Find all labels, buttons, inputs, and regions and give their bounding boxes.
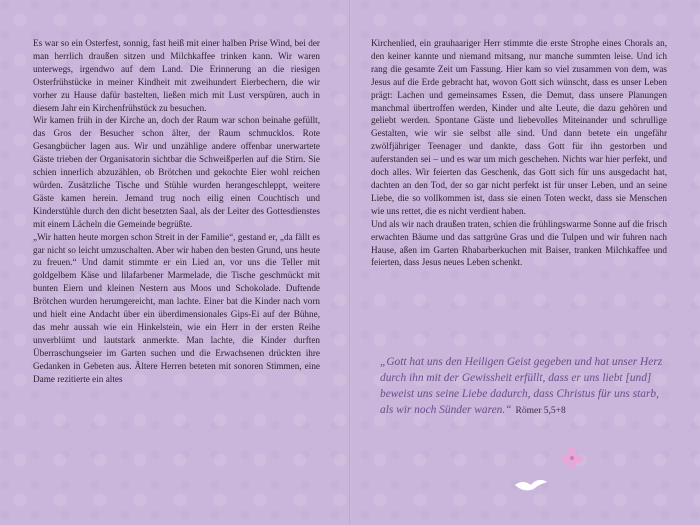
bible-quote (380, 354, 670, 419)
dove-icon (513, 476, 549, 494)
paragraph: „Wir hatten heute morgen schon Streit in der Familie“, gestand er, „da fällt es gar nicht so leicht umzuschalten. Aber wir haben den besten Grund, uns heute zu freuen.“ Und damit stimmte er ein Lied an, vor uns die Teller mit goldgelbem Käse und lilafarbener Marmelade, die Tische geschmückt mit bunten Eiern und kleinen Nestern aus Moos und Schokolade. Duftende Brötchen wurden herumgereicht, man lachte. Einer bat die Kinder nach vorn und hielt eine Andacht über ein überdimensionales Gips-Ei auf der Bühne, das mehr aussah wie ein Hinkelstein, wie ein Herr in der ersten Reihe unverblümt und lautstark anmerkte. Man lachte, die Kinder durften Überraschungseier im Garten suchen und die Erwachsenen drückten ihre Gedanken in Gebeten aus. Ältere Herren beteten mit sonoren Stimmen, eine Dame rezitierte ein altes (33, 231, 320, 384)
paragraph: Und als wir nach draußen traten, schien die frühlingswarme Sonne auf die frisch erwachten Bäume und das sattgrüne Gras und die Tulpen und wir fuhren nach Hause, aßen im Garten Rhabarberkuchen mit Baiser, tranken Milchkaffee und feierten, dass Jesus neues Leben schenkt. (371, 218, 667, 268)
paragraph: Wir kamen früh in der Kirche an, doch der Raum war schon beinahe gefüllt, das Gros der Besucher schon älter, der Raum schmucklos. Rote Gesangbücher lagen aus. Wir und unzählige andere offenbar unerwartete Gäste trieben der Organisatorin sichtbar die Schweißperlen auf die Stirn. Sie schien innerlich abzuzählen, ob Brötchen und gekochte Eier wohl reichen würden. Zusätzliche Tische und Stühle wurden herangeschleppt, weitere Gäste kamen herein. Jemand trug noch eilig einen Couchtisch und Kinderstühle durch den dicht besetzten Saal, als der Leiter des Gottesdienstes mit einem Lächeln die Gemeinde begrüßte. (33, 115, 320, 229)
book-gutter (349, 0, 351, 525)
paragraph: Es war so ein Osterfest, sonnig, fast heiß mit einer halben Prise Wind, bei der man herrlich draußen sitzen und Milchkaffee trinken kann. Wir waren unterwegs, irgendwo auf dem Land. Die Erinnerung an die riesigen Osterfrühstücke in meiner Kindheit mit zweihundert Eierbechern, die wir vorher zu Hause dafür bastelten, ließen mich mit Lust verspüren, auch in diesem Jahr ein Kirchenfrühstück zu besuchen. (33, 38, 320, 113)
paragraph: Kirchenlied, ein grauhaariger Herr stimmte die erste Strophe eines Chorals an, den keiner kannte und niemand mitsang, nur manche summten leise. Und ich rang die gesamte Zeit um Fassung. Hier kam so viel zusammen von dem, was Jesus auf die Erde gebracht hat, wovon Gott sich wünscht, dass es unser Leben prägt: Lachen und gemeinsames Essen, die Demut, dass unsere Planungen manchmal übertroffen werden, Kinder und alte Leute, die dazu gehören und geliebt werden. Spontane Gäste und liebevolles Miteinander und schrullige Gestalten, wie wir sie selbst alle sind. Und dann betete ein ungefähr zwölfjähriger Teenager und dankte, dass Gott für ihn gestorben und auferstanden sei – und es war um mich geschehen. Nichts war hier perfekt, und doch alles. Wir feierten das Geschenk, das Gott sich für uns ausgedacht hat, dachten an den Tod, der so gar nicht perfekt ist für unser Leben, und an seine Liebe, die so vollkommen ist, dass sie einen Toten weckt, dass sie Menschen wie uns rettet, die es nicht verdient haben. (371, 38, 667, 216)
left-page-text (33, 37, 320, 385)
right-page-text (371, 37, 667, 269)
quote-text: „Gott hat uns den Heiligen Geist gegeben und hat unser Herz durch ihn mit der Gewissheit erfüllt, dass er uns liebt [und] beweist uns seine Liebe dadurch, dass Christus für uns starb, als wir noch Sünder waren.“ (380, 356, 663, 416)
quote-reference: Römer 5,5+8 (515, 406, 566, 416)
flower-icon (560, 446, 584, 470)
